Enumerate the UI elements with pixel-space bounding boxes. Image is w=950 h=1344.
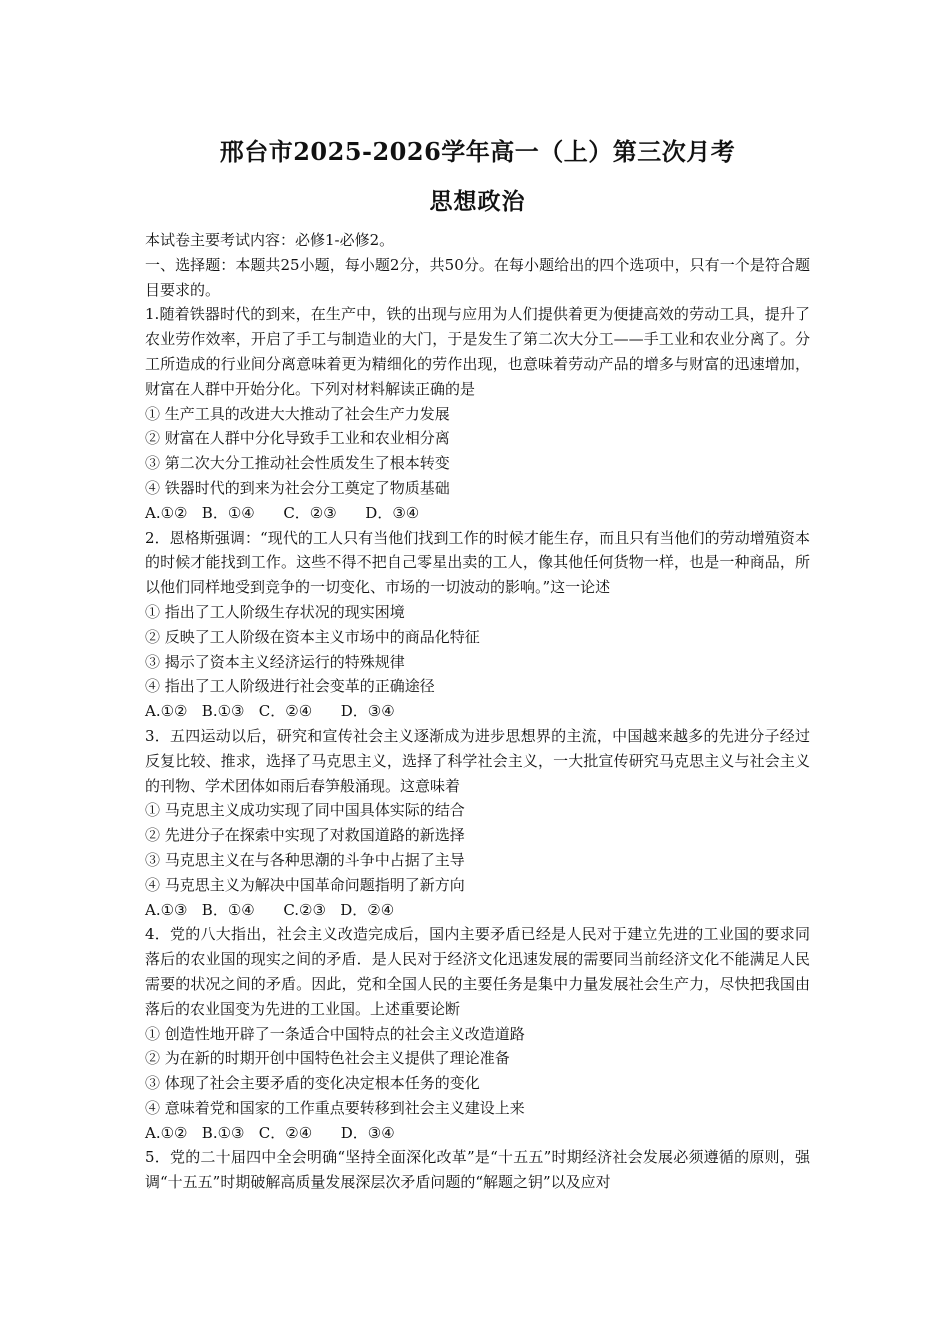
- exam-scope: 本试卷主要考试内容：必修1-必修2。: [145, 231, 395, 249]
- question-stem: 3．五四运动以后，研究和宣传社会主义逐渐成为进步思想界的主流，中国越来越多的先进分子经过反复比较、推求，选择了马克思主义，选择了科学社会主义，一大批宣传研究马克思主义与社会主义的刊物、学术团体如雨后春笋般涌现。这意味着: [145, 726, 810, 795]
- question-option: ④ 马克思主义为解决中国革命问题指明了新方向: [145, 875, 465, 894]
- question-option: ④ 指出了工人阶级进行社会变革的正确途径: [145, 677, 435, 696]
- exam-page: [145, 132, 810, 1195]
- answer-choices: A.①② B.①③ C．②④ D．③④: [145, 702, 395, 721]
- question-option: ① 生产工具的改进大大推动了社会生产力发展: [145, 404, 450, 423]
- answer-choices: A.①③ B．①④ C.②③ D．②④: [145, 900, 395, 919]
- question-option: ③ 第二次大分工推动社会性质发生了根本转变: [145, 454, 450, 473]
- question-option: ② 先进分子在探索中实现了对救国道路的新选择: [145, 826, 465, 845]
- question-option: ④ 意味着党和国家的工作重点要转移到社会主义建设上来: [145, 1098, 525, 1117]
- question-option: ③ 马克思主义在与各种思潮的斗争中占据了主导: [145, 850, 465, 869]
- exam-subject: 思想政治: [429, 188, 526, 215]
- question-2: [145, 526, 810, 724]
- answer-choices: A.①② B.①③ C．②④ D．③④: [145, 1123, 395, 1142]
- question-stem: 1.随着铁器时代的到来，在生产中，铁的出现与应用为人们提供着更为便捷高效的劳动工具，提升了农业劳作效率，开启了手工与制造业的大门，于是发生了第二次大分工——手工业和农业分离了。分工所造成的行业间分离意味着更为精细化的劳作出现，也意味着劳动产品的增多与财富的迅速增加，财富在人群中开始分化。下列对材料解读正确的是: [145, 305, 810, 398]
- question-4: [145, 922, 810, 1145]
- question-5: [145, 1145, 810, 1195]
- question-option: ④ 铁器时代的到来为社会分工奠定了物质基础: [145, 478, 450, 497]
- question-stem: 4．党的八大指出，社会主义改造完成后，国内主要矛盾已经是人民对于建立先进的工业国的要求同落后的农业国的现实之间的矛盾．是人民对于经济文化迅速发展的需要同当前经济文化不能满足人民需要的状况之间的矛盾。因此，党和全国人民的主要任务是集中力量发展社会生产力，尽快把我国由落后的农业国变为先进的工业国。上述重要论断: [145, 925, 810, 1018]
- question-3: [145, 724, 810, 922]
- section-instruction: 一、选择题：本题共25小题，每小题2分，共50分。在每小题给出的四个选项中，只有一个是符合题目要求的。: [145, 255, 810, 299]
- question-option: ③ 揭示了资本主义经济运行的特殊规律: [145, 652, 405, 671]
- question-1: [145, 302, 810, 525]
- question-option: ② 反映了工人阶级在资本主义市场中的商品化特征: [145, 627, 480, 646]
- question-option: ① 指出了工人阶级生存状况的现实困境: [145, 602, 405, 621]
- question-option: ① 马克思主义成功实现了同中国具体实际的结合: [145, 801, 465, 820]
- question-option: ① 创造性地开辟了一条适合中国特点的社会主义改造道路: [145, 1024, 525, 1043]
- question-option: ③ 体现了社会主要矛盾的变化决定根本任务的变化: [145, 1074, 480, 1093]
- question-stem: 5．党的二十届四中全会明确“坚持全面深化改革”是“十五五”时期经济社会发展必须遵循的原则，强调“十五五”时期破解高质量发展深层次矛盾问题的“解题之钥”以及应对: [145, 1148, 810, 1192]
- answer-choices: A.①② B．①④ C．②③ D．③④: [145, 503, 420, 522]
- exam-title: 邢台市2025-2026学年高一（上）第三次月考: [219, 137, 736, 166]
- question-stem: 2．恩格斯强调：“现代的工人只有当他们找到工作的时候才能生存，而且只有当他们的劳动增殖资本的时候才能找到工作。这些不得不把自己零星出卖的工人，像其他任何货物一样，也是一种商品，所以他们同样地受到竞争的一切变化、市场的一切波动的影响。”这一论述: [145, 528, 810, 597]
- question-option: ② 为在新的时期开创中国特色社会主义提供了理论准备: [145, 1049, 510, 1068]
- question-option: ② 财富在人群中分化导致手工业和农业相分离: [145, 429, 450, 448]
